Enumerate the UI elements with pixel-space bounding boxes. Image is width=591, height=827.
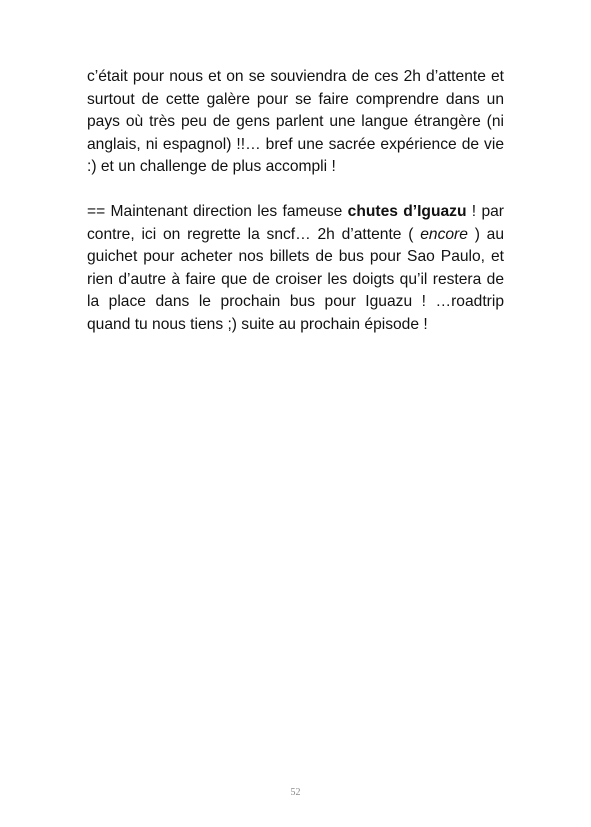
paragraph-2-intro: == Maintenant direction les fameuse <box>87 203 348 220</box>
paragraph-2 <box>87 201 504 336</box>
italic-word: encore <box>420 225 468 243</box>
page-number: 52 <box>290 787 301 798</box>
body-text <box>87 66 504 336</box>
bold-place-name: chutes d’Iguazu <box>347 203 467 220</box>
paragraph-2-end: ) au guichet pour acheter nos billets de bus pour Sao Paulo, et rien d’autre à faire que de croiser les doigts qu’il restera de la place dans le prochain bus pour Iguazu ! …roadtrip quand tu nous tiens ;) suite au prochain épisode ! <box>87 225 505 333</box>
paragraph-2-middle: ! par contre, ici on regrette la sncf… 2h d’attente ( <box>87 203 504 243</box>
paragraph-1: c’était pour nous et on se souviendra de ces 2h d’attente et surtout de cette galère pour se faire comprendre dans un pays où très peu de gens parlent une langue étrangère (ni anglais, ni espagnol) !!… bref une sacrée expérience de vie :) et un challenge de plus accompli ! <box>87 68 504 175</box>
